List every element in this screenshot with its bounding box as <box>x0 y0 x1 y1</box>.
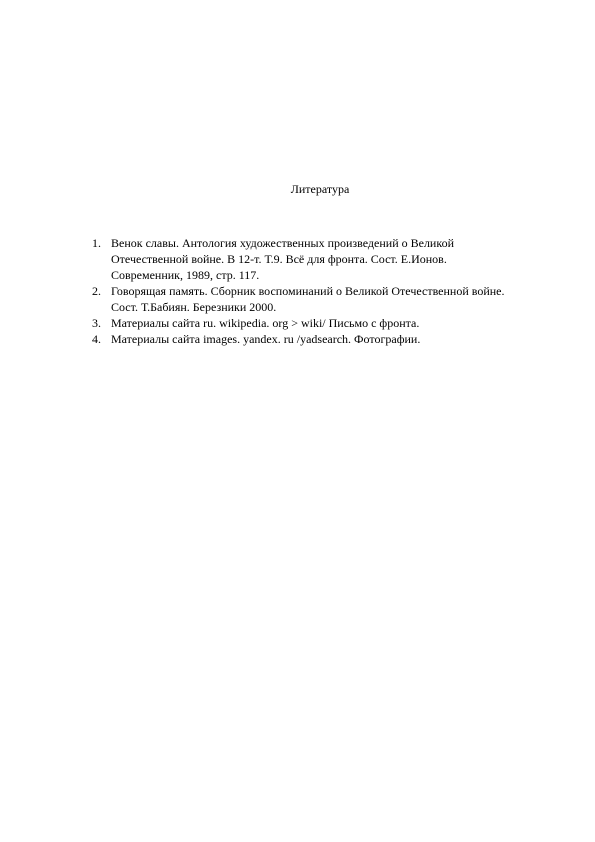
reference-item-1 <box>92 235 572 283</box>
reference-line: Современник, 1989, стр. 117. <box>111 268 260 282</box>
page-title: Литература <box>290 182 350 196</box>
reference-line: Отечественной войне. В 12-т. Т.9. Всё для фронта. Сост. Е.Ионов. <box>111 252 447 266</box>
reference-line: Говорящая память. Сборник воспоминаний о Великой Отечественной войне. <box>111 284 505 298</box>
reference-text <box>111 315 551 331</box>
reference-item-2 <box>92 283 572 315</box>
reference-item-4 <box>92 331 572 347</box>
reference-item-3 <box>92 315 572 331</box>
reference-text <box>111 331 551 347</box>
reference-line: Венок славы. Антология художественных произведений о Великой <box>111 236 454 250</box>
reference-line: Материалы сайта ru. wikipedia. org > wiki/ Письмо с фронта. <box>111 316 420 330</box>
reference-number: 3. <box>92 316 101 330</box>
reference-text <box>111 235 551 283</box>
reference-line: Сост. Т.Бабиян. Березники 2000. <box>111 300 277 314</box>
reference-number: 2. <box>92 284 101 298</box>
reference-list <box>92 235 572 347</box>
reference-number: 4. <box>92 332 101 346</box>
reference-text <box>111 283 551 315</box>
reference-number: 1. <box>92 236 101 250</box>
reference-line: Материалы сайта images. yandex. ru /yadsearch. Фотографии. <box>111 332 421 346</box>
